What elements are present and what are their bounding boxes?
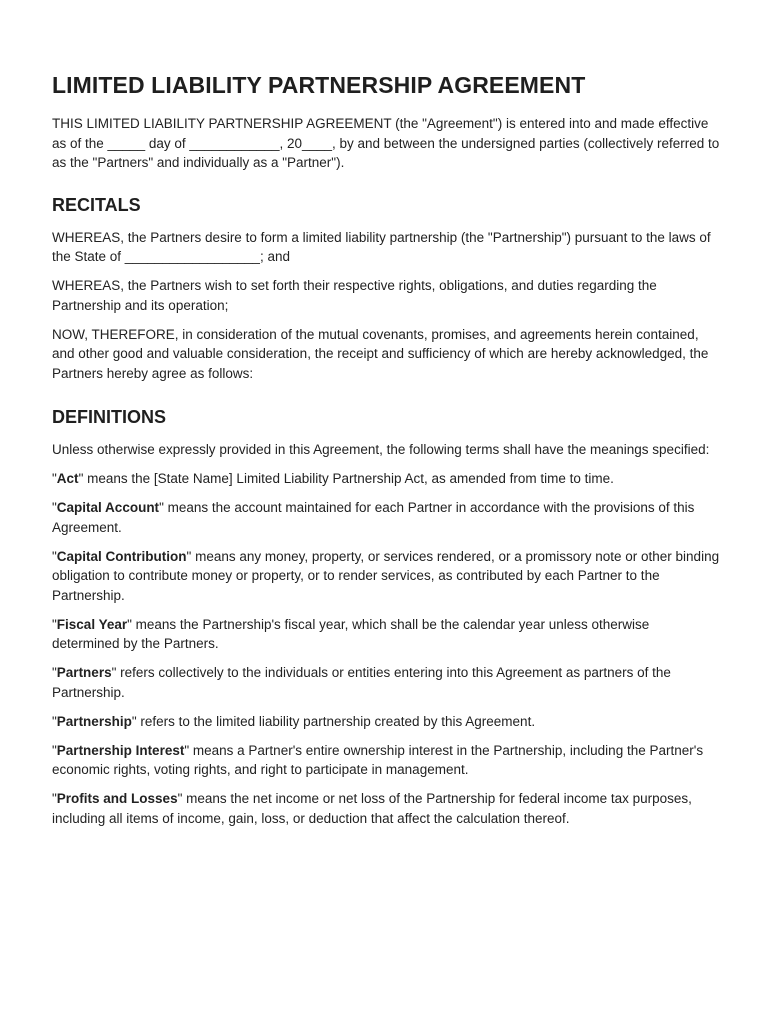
recital-paragraph-1: WHEREAS, the Partners desire to form a limited liability partnership (the "Partnership") pursuant to the laws of the State of __________________; and xyxy=(52,229,711,264)
definition-text: means the Partnership's fiscal year, which shall be the calendar year unless otherwise determined by the Partners. xyxy=(52,616,650,651)
definition-partnership: "Partnership" refers to the limited liability partnership created by this Agreement. xyxy=(52,713,536,729)
definition-term: Partnership Interest xyxy=(56,742,185,758)
definition-text: refers to the limited liability partnership created by this Agreement. xyxy=(136,713,536,729)
definition-text: means a Partner's entire ownership interest in the Partnership, including the Partner's economic rights, voting rights, and right to participate in management. xyxy=(52,742,704,777)
definition-term: Fiscal Year xyxy=(56,616,128,632)
definitions-intro: Unless otherwise expressly provided in this Agreement, the following terms shall have the meanings specified: xyxy=(52,442,710,457)
definition-text: refers collectively to the individuals or entities entering into this Agreement as partners of the Partnership. xyxy=(52,665,671,700)
definition-term: Capital Contribution xyxy=(56,548,187,564)
recital-paragraph-3: NOW, THEREFORE, in consideration of the mutual covenants, promises, and agreements herein contained, and other good and valuable consideration, the receipt and sufficiency of which are hereby acknowledged, the Partners hereby agree as follows: xyxy=(52,326,709,381)
definition-text: means any money, property, or services rendered, or a promissory note or other binding obligation to contribute money or property, or to render services, as contributed by each Partner to the Partnership. xyxy=(52,548,720,603)
definition-text: means the net income or net loss of the Partnership for federal income tax purposes, including all items of income, gain, loss, or deduction that affect the calculation thereof. xyxy=(52,791,692,826)
definition-term: Act xyxy=(56,471,79,486)
definition-term: Profits and Losses xyxy=(56,791,178,806)
recitals-heading: RECITALS xyxy=(52,194,141,215)
definition-partners: "Partners" refers collectively to the individuals or entities entering into this Agreement as partners of the Partnership. xyxy=(52,665,671,700)
definition-profits-and-losses: "Profits and Losses" means the net income or net loss of the Partnership for federal income tax purposes, including all items of income, gain, loss, or deduction that affect the calculation thereof. xyxy=(52,791,692,826)
definition-capital-contribution: "Capital Contribution" means any money, property, or services rendered, or a promissory note or other binding obligation to contribute money or property, or to render services, as contributed by each Partner to the Partnership. xyxy=(52,548,720,603)
definition-partnership-interest: "Partnership Interest" means a Partner's entire ownership interest in the Partnership, including the Partner's economic rights, voting rights, and right to participate in management. xyxy=(52,742,704,777)
intro-paragraph: THIS LIMITED LIABILITY PARTNERSHIP AGREEMENT (the "Agreement") is entered into and made effective as of the _____ day of ____________, 20____, by and between the undersigned parties (collectively referred to as the "Partners" and individually as a "Partner"). xyxy=(52,116,720,170)
definition-term: Capital Account xyxy=(56,500,160,515)
definition-text: means the [State Name] Limited Liability Partnership Act, as amended from time to time. xyxy=(83,471,614,486)
definition-text: means the account maintained for each Partner in accordance with the provisions of this Agreement. xyxy=(52,500,695,535)
definitions-heading: DEFINITIONS xyxy=(52,407,167,427)
definition-act: "Act" means the [State Name] Limited Liability Partnership Act, as amended from time to time. xyxy=(52,471,614,486)
document-title: LIMITED LIABILITY PARTNERSHIP AGREEMENT xyxy=(52,72,586,98)
recital-paragraph-2: WHEREAS, the Partners wish to set forth their respective rights, obligations, and duties regarding the Partnership and its operation; xyxy=(52,278,657,313)
document-page xyxy=(52,68,720,838)
definition-fiscal-year: "Fiscal Year" means the Partnership's fiscal year, which shall be the calendar year unless otherwise determined by the Partners. xyxy=(52,616,650,651)
definition-capital-account: "Capital Account" means the account maintained for each Partner in accordance with the provisions of this Agreement. xyxy=(52,500,695,535)
definition-term: Partnership xyxy=(56,713,132,729)
definition-term: Partners xyxy=(56,665,112,680)
